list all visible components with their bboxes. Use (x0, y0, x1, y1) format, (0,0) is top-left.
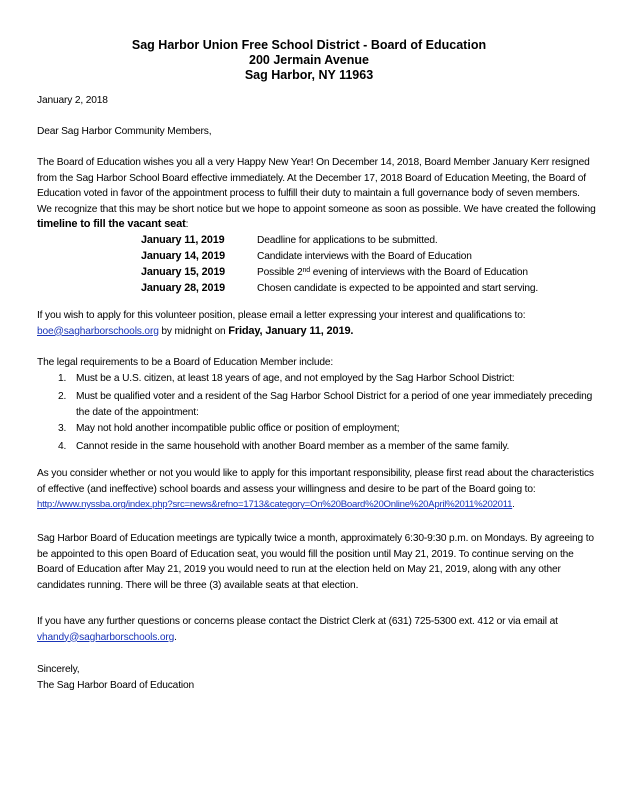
list-text: Must be qualified voter and a resident of the Sag Harbor School District for a period of one year immediately preceding (76, 391, 593, 402)
requirements-intro: The legal requirements to be a Board of Education Member include: (37, 357, 334, 368)
intro-line-1: The Board of Education wishes you all a very Happy New Year! On December 14, 2018, Board Member January Kerr resigned (37, 157, 590, 168)
timeline-desc: Deadline for applications to be submitted. (257, 235, 438, 246)
intro-line-3: Education voted in favor of the appointment process to fulfill their duty to maintain a full governance body of seven members. (37, 188, 580, 199)
list-item (37, 421, 597, 437)
list-number: 1. (58, 373, 67, 384)
timeline-desc: Candidate interviews with the Board of Education (257, 251, 472, 262)
intro-paragraph (37, 155, 597, 233)
clerk-email-link[interactable]: vhandy@sagharborschools.org (37, 631, 175, 643)
list-number: 3. (58, 423, 67, 434)
board-email-link[interactable]: boe@sagharborschools.org (37, 325, 159, 337)
closing: Sincerely, (37, 664, 80, 675)
salutation: Dear Sag Harbor Community Members, (37, 126, 212, 137)
contact-paragraph (37, 614, 597, 645)
nyssba-article-link[interactable]: http://www.nyssba.org/index.php?src=news&refno=1713&category=On%20Board%20Online%20April%2011%202011 (37, 499, 513, 510)
consider-paragraph (37, 466, 597, 513)
list-item (37, 439, 597, 455)
consider-link-end: . (512, 499, 515, 510)
meetings-paragraph (37, 531, 597, 593)
apply-deadline: Friday, January 11, 2019. (228, 324, 354, 337)
meetings-line-3: Board of Education after May 21, 2019 you would need to run at the election held on May 21, 2019, along with any other (37, 564, 561, 575)
consider-line-1: As you consider whether or not you would like to apply for this important responsibility, please first read about the characteristics (37, 468, 594, 479)
list-item (37, 371, 597, 387)
list-text: Cannot reside in the same household with another Board member as a member of the same family. (76, 441, 510, 452)
timeline-desc: Chosen candidate is expected to be appointed and start serving. (257, 283, 539, 294)
meetings-line-4: candidates running. There will be three (3) available seats at that election. (37, 579, 359, 591)
timeline-date: January 11, 2019 (141, 234, 225, 246)
meetings-line-2: be appointed to this open Board of Education seat, you would fill the position until May 21, 2019. To continue serving on the (37, 548, 574, 560)
letterhead-city: Sag Harbor, NY 11963 (244, 68, 374, 82)
apply-line-1: If you wish to apply for this volunteer position, please email a letter expressing your interest and qualifications to: (37, 310, 526, 321)
list-item (37, 389, 597, 421)
timeline-date: January 15, 2019 (141, 266, 226, 278)
meetings-line-1: Sag Harbor Board of Education meetings are typically twice a month, approximately 6:30-9:30 p.m. on Mondays. By agreeing to (37, 533, 594, 544)
timeline-date: January 28, 2019 (141, 282, 226, 294)
timeline-row (141, 249, 601, 265)
timeline-date: January 14, 2019 (141, 250, 226, 262)
timeline-heading: timeline to fill the vacant seat (37, 218, 186, 230)
intro-line-4: We recognize that this may be short notice but we hope to appoint someone as soon as possible. We have created the following (37, 203, 596, 215)
list-text-continued: the date of the appointment: (76, 406, 199, 418)
timeline-row (141, 265, 601, 281)
letterhead-title: Sag Harbor Union Free School District - Board of Education (131, 38, 487, 52)
timeline-desc: Possible 2nd evening of interviews with the Board of Education (257, 267, 528, 278)
intro-line-2: from the Sag Harbor School Board effective immediately. At the December 17, 2018 Board of Education Meeting, the Board of (37, 172, 586, 184)
contact-line-1: If you have any further questions or concerns please contact the District Clerk at (631) 725-5300 ext. 412 or via email at (37, 616, 558, 627)
consider-line-2: of effective (and ineffective) school boards and assess your willingness and desire to be part of the Board going to: (37, 483, 536, 495)
timeline-heading-colon: : (185, 219, 189, 230)
list-number: 4. (58, 441, 67, 452)
apply-mid-text: by midnight on (158, 325, 229, 337)
timeline-row (141, 281, 601, 297)
list-text: Must be a U.S. citizen, at least 18 years of age, and not employed by the Sag Harbor School District: (76, 373, 515, 384)
timeline-row (141, 233, 601, 249)
list-text: May not hold another incompatible public office or position of employment; (76, 423, 400, 434)
list-number: 2. (58, 391, 67, 402)
contact-end: . (174, 631, 177, 643)
signature: The Sag Harbor Board of Education (37, 680, 195, 691)
letterhead-street: 200 Jermain Avenue (249, 53, 369, 67)
apply-paragraph (37, 308, 597, 339)
letter-date: January 2, 2018 (37, 95, 108, 106)
